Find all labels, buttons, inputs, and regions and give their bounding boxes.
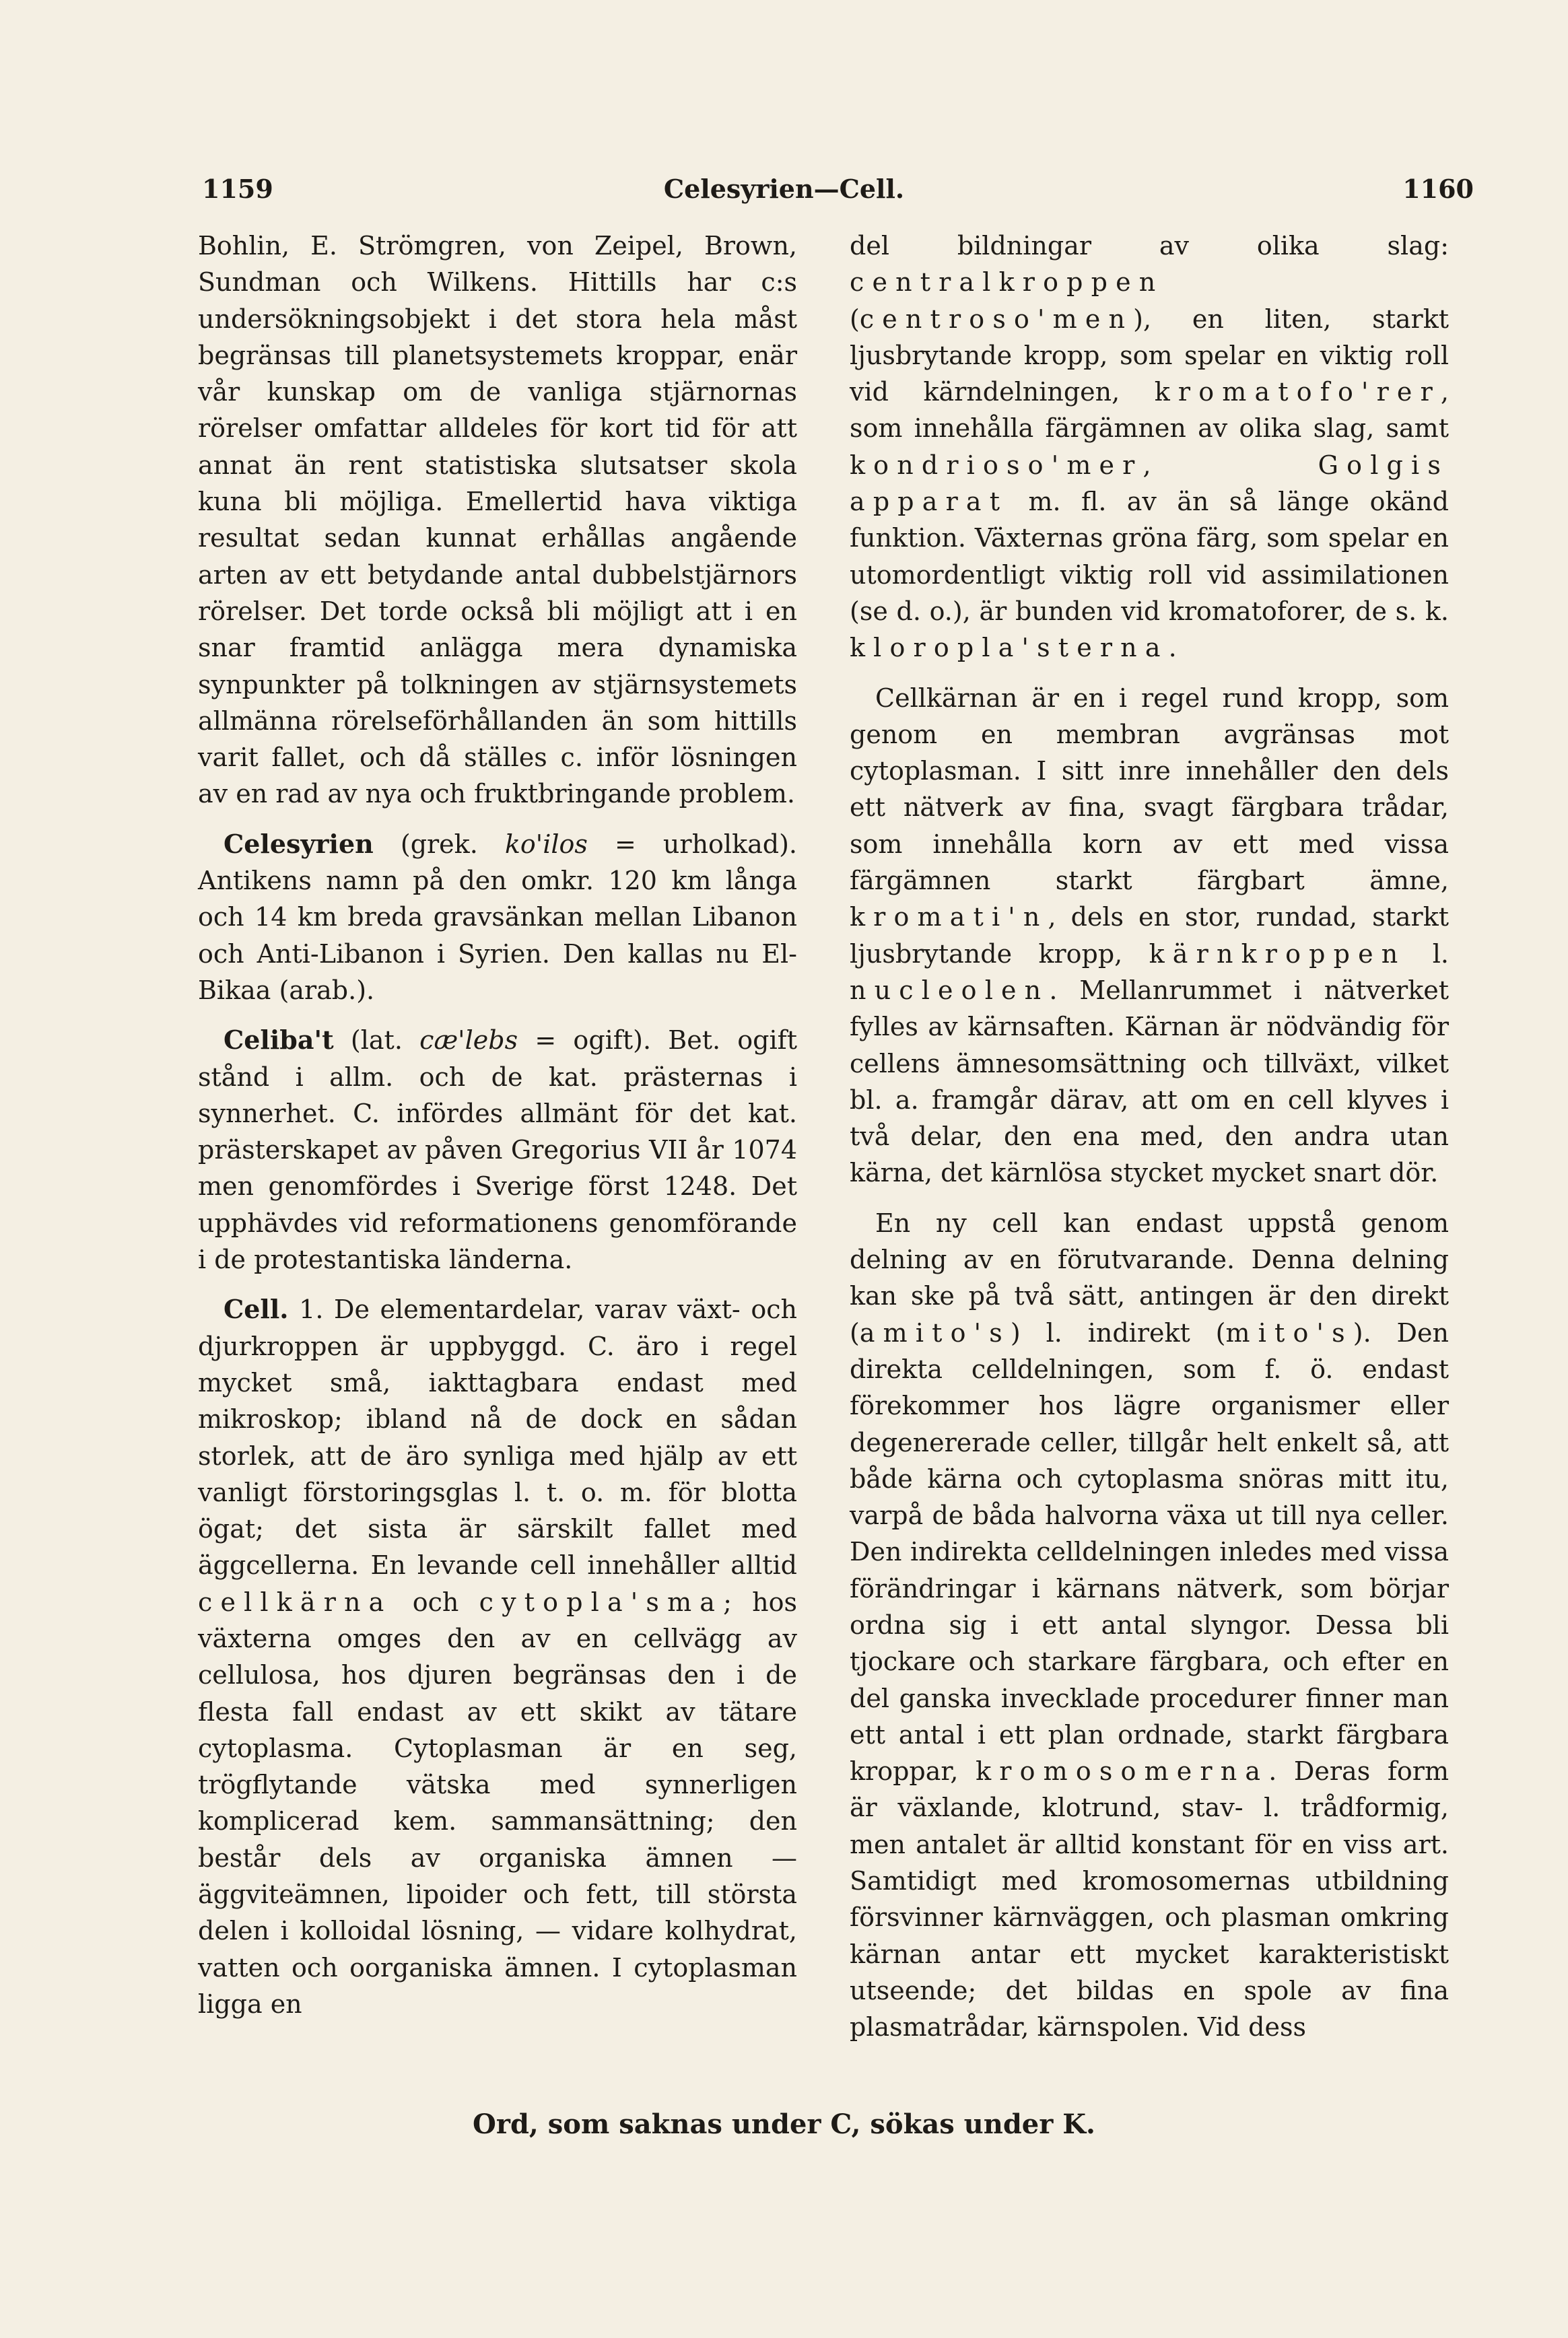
spaced-term: cytopla'sma [479, 1587, 724, 1617]
entry-cell [198, 1291, 797, 2022]
entry-text: 1. De elementardelar, varav växt- och djurkroppen är uppbyggd. C. äro i regel mycket små, iakttagbara endast med mikroskop; ibland nå de dock en sådan storlek, att de äro synliga med hjälp av ett vanligt förstoringsglas l. t. o. m. för blotta ögat; det sista är särskilt fallet med äggcellerna. En levande cell innehåller alltid [198, 1295, 797, 1581]
right-column [850, 228, 1449, 2046]
spaced-term: centralkroppen [850, 267, 1164, 298]
entry-text: (lat. [333, 1025, 420, 1056]
text: ), en liten, starkt ljusbrytande kropp, som spelar en viktig roll vid kärndelningen, [850, 304, 1449, 407]
text: , [1143, 450, 1318, 480]
spaced-term: kromatofo'rer [1154, 377, 1441, 407]
spaced-term: kromati'n [850, 902, 1048, 932]
text: m. fl. av än så länge okänd funktion. Växternas gröna färg, som spelar en utomordentligt viktig roll vid assimilationen (se d. o.), är bunden vid kromatoforer, de s. k. [850, 487, 1449, 626]
etymology-word: ko'ilos [504, 829, 588, 859]
page-header [0, 174, 1568, 214]
spaced-term: cellkärna [198, 1587, 393, 1617]
entry-text: och [392, 1587, 479, 1617]
spaced-term: kromosomerna [976, 1756, 1269, 1787]
text: . Mellanrummet i nätverket fylles av kärnsaften. Kärnan är nödvändig för cellens ämnesomsättning och tillväxt, vilket bl. a. framgår därav, att om en cell klyves i två delar, den ena med, den andra utan kärna, det kärnlösa stycket mycket snart dör. [850, 975, 1449, 1188]
page-number-left: 1159 [202, 174, 273, 204]
headword: Celesyrien [224, 828, 374, 859]
paragraph-cell-division [850, 1205, 1449, 2046]
headword: Celiba't [224, 1025, 334, 1056]
spaced-term: kärnkroppen [1149, 938, 1406, 969]
entry-text: = ogift). Bet. ogift stånd i allm. och de kat. prästernas i synnerhet. C. infördes allmänt för det kat. prästerskapet av påven Gregorius VII år 1074 men genomfördes i Sverige först 1248. Det upphävdes vid reformationens genomförande i de protestantiska länderna. [198, 1025, 797, 1275]
text: l. [1406, 938, 1449, 969]
left-column [198, 228, 797, 2022]
text: , dels en stor, rundad, starkt ljusbrytande kropp, [850, 902, 1449, 969]
spaced-term: kondrioso'mer [850, 450, 1143, 480]
entry-celesyrien [198, 826, 797, 1008]
entry-celibat [198, 1022, 797, 1278]
spaced-term: kloropla'sterna [850, 633, 1169, 663]
etymology-word: cæ'lebs [419, 1025, 518, 1056]
spaced-term: nucleolen [850, 975, 1050, 1005]
paragraph-cell-organelles [850, 228, 1449, 666]
running-title: Celesyrien—Cell. [663, 174, 905, 204]
text: Cellkärnan är en i regel rund kropp, som genom en membran avgränsas mot cytoplasman. I sitt inre innehåller den dels ett nätverk av fina, svagt färgbara trådar, som innehålla korn av ett med vissa färgämnen starkt färgbart ämne, [850, 683, 1449, 896]
entry-text: ; hos växterna omges den av en cellvägg av cellulosa, hos djuren begränsas den i de flesta fall endast av ett skikt av tätare cytoplasma. Cytoplasman är en seg, trögflytande vätska med synnerligen komplicerad kem. sammansättning; den består dels av organiska ämnen — äggviteämnen, lipoider och fett, till största delen i kolloidal lösning, — vidare kolhydrat, vatten och oorganiska ämnen. I cytoplasman ligga en [198, 1587, 798, 2019]
spaced-term: amito's [859, 1317, 1011, 1348]
spaced-term: Golgis apparat [850, 450, 1449, 517]
spaced-term: mito's [1225, 1317, 1353, 1348]
headword: Cell. [224, 1294, 289, 1325]
paragraph-cell-nucleus [850, 680, 1449, 1192]
entry-text: = urholkad). Antikens namn på den omkr. 120 km långa och 14 km breda gravsänkan mellan Libanon och Anti-Libanon i Syrien. Den kallas nu El-Bikaa (arab.). [198, 829, 797, 1005]
text: . Deras form är växlande, klotrund, stav- l. trådformig, men antalet är alltid konstant för en viss art. Samtidigt med kromosomernas utbildning försvinner kärnväggen, och plasman omkring kärnan antar ett mycket karakteristiskt utseende; det bildas en spole av fina plasmatrådar, kärnspolen. Vid dess [850, 1756, 1449, 2042]
text: En ny cell kan endast uppstå genom delning av en förutvarande. Denna delning kan ske på två sätt, antingen är den direkt ( [850, 1208, 1449, 1348]
text: ) l. indirekt ( [1010, 1317, 1226, 1348]
paragraph-astronomy-continued: Bohlin, E. Strömgren, von Zeipel, Brown, Sundman och Wilkens. Hittills har c:s undersökningsobjekt i det stora hela måst begränsas till planetsystemets kroppar, enär vår kunskap om de vanliga stjärnornas rörelser omfattar alldeles för kort tid för att annat än rent statistiska slutsatser skola kuna bli möjliga. Emellertid hava viktiga resultat sedan kunnat erhållas angående arten av ett betydande antal dubbelstjärnors rörelser. Det torde också bli möjligt att i en snar framtid anlägga mera dynamiska synpunkter på tolkningen av stjärnsystemets allmänna rörelseförhållanden än som hittills varit fallet, och då ställes c. inför lösningen av en rad av nya och fruktbringande problem. [198, 231, 797, 809]
text: . [1168, 633, 1177, 663]
spaced-term: centroso'men [859, 304, 1134, 334]
text: del bildningar av olika slag: [850, 231, 1449, 261]
page-number-right: 1160 [1402, 174, 1474, 204]
footer-note: Ord, som saknas under C, sökas under K. [473, 2108, 1095, 2140]
text: ). Den direkta celldelningen, som f. ö. endast förekommer hos lägre organismer eller degenererade celler, tillgår helt enkelt så, att både kärna och cytoplasma snöras mitt itu, varpå de båda halvorna växa ut till nya celler. Den indirekta celldelningen inledes med vissa förändringar i kärnans nätverk, som börjar ordna sig i ett antal slyngor. Dessa bli tjockare och starkare färgbara, och efter en del ganska invecklade procedurer finner man ett antal i ett plan ordnade, starkt färgbara kroppar, [850, 1317, 1449, 1787]
text: , som innehålla färgämnen av olika slag, samt [850, 377, 1449, 444]
entry-text: (grek. [373, 829, 505, 859]
text: ( [850, 304, 860, 334]
